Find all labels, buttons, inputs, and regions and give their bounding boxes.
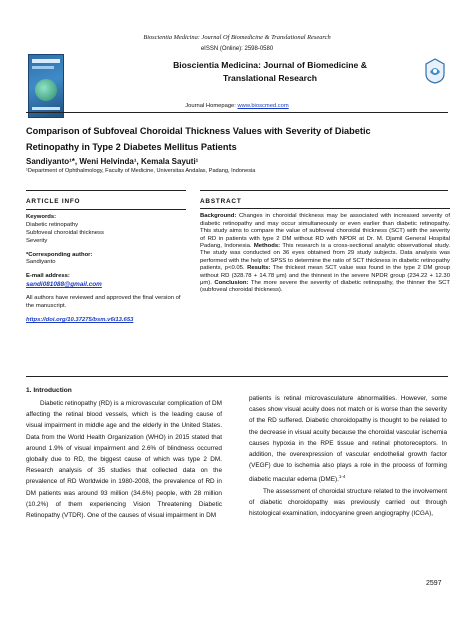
intro-paragraph: Diabetic retinopathy (RD) is a microvascular complication of DM affecting the retinal blood vessels, which is the leading cause of visual impairment in middle age and the elderly in the United States. Data from the World Health Organization (WHO) in 2015 stated that around 1.9% of visual impairment and 2.6% of blindness occurred globally due to RD, the biggest cause of which was type 2 DM. Research analysis of 35 studies that collected data on the prevalence of RD Worldwide in 1980-2008, the prevalence of RD in DM patients was around 93 million (34.6%) people, with 28 million (10.2%) of them experiencing Vision Threatening Diabetic Retinopathy (VTDR). One of the causes of visual impairment in DM (26, 400, 222, 520)
keywords-label: Keywords: (26, 213, 57, 220)
abstract (200, 196, 450, 295)
email-link[interactable]: sandi081088@gmail.com (26, 281, 102, 289)
keyword-item: Severity (26, 237, 48, 244)
corresponding-label: *Corresponding author: (26, 251, 93, 258)
intro-column-left (26, 398, 222, 521)
corresponding-name: Sandiyanto (26, 259, 56, 266)
intro-column-right (249, 393, 447, 519)
email-label: E-mail address: (26, 273, 70, 280)
publisher-logo-icon (424, 58, 446, 84)
keyword-item: Subfoveal choroidal thickness (26, 229, 104, 236)
article-info (26, 196, 186, 325)
article-info-heading: ARTICLE INFO (26, 198, 81, 205)
intro-paragraph: patients is retinal microvasculature abnormalities. However, some cases show visual acuity does not match or is worse than the severity of the RD suffered. Diabetic choroidopathy is thought to be related to the decrease in visual acuity because the choroidal vascular ischemia causes hypoxia in the RPE tissue and retinal photoreceptors. In addition, the overexpression of vascular endothelial growth factor (VEGF) due to ischemia also plays a role in the process of forming diabetic macular edema (DME).$^{1-4}$ (249, 395, 447, 484)
journal-homepage: Journal Homepage: www.bioscmed.com (185, 103, 289, 109)
keyword-item: Diabetic retinopathy (26, 221, 79, 228)
abstract-divider (200, 190, 448, 191)
authors: Sandiyanto¹*, Weni Helvinda¹, Kemala Sayuti¹ (26, 157, 199, 166)
doi-link[interactable]: https://doi.org/10.37275/bsm.v6i13.653 (26, 316, 134, 323)
intro-paragraph: The assessment of choroidal structure related to the involvement of diabetic choroidopathy was previously carried out through histological examination, indocyanine green angiography (ICGA), (249, 487, 447, 518)
page-number: 2597 (426, 580, 442, 587)
review-note: All authors have reviewed and approved the final version of the manuscript. (26, 295, 181, 310)
article-info-divider (26, 190, 186, 191)
journal-title: Bioscientia Medicina: Journal of Biomedicine & Translational Research (173, 60, 367, 83)
article-title: Comparison of Subfoveal Choroidal Thickness Values with Severity of Diabetic Retinopathy in Type 2 Diabetes Mellitus Patients (26, 126, 371, 152)
homepage-link[interactable]: www.bioscmed.com (237, 103, 289, 109)
introduction-heading: 1. Introduction (26, 387, 72, 394)
issn: eISSN (Online): 2598-0580 (200, 46, 274, 52)
abstract-body: Background: Changes in choroidal thickness may be associated with increased severity of diabetic retinopathy and may occur simultaneously or even earlier than diabetic retinopathy. This study aims to compare the value of subfoveal choroidal thickness (SCT) with the severity of RD in patients with type 2 DM without RD with NPDR at Dr. M. Djamil General Hospital Padang, Indonesia. Methods: This research is a cross-sectional analytic observational study. The study was conducted on 36 eyes obtained from 29 study subjects. Data analysis was performed with the help of SPSS to determine the ratio of SCT thickness in diabetic retinopathy patients, p<0.05. Results: The thickest mean SCT value was found in the type 2 DM group without RD (328.78 + 14.78 μm) and the thinnest in the severe NPDR group (234.22 + 12.30 μm). Conclusion: The more severe the severity of diabetic retinopathy, the thinner the SCT (subfoveal choroidal thickness). (200, 213, 450, 294)
header-divider (26, 112, 448, 113)
abstract-bottom-divider (26, 376, 448, 377)
running-header: Bioscientia Medicina: Journal Of Biomedicine & Translational Research (143, 34, 331, 41)
abstract-heading: ABSTRACT (200, 198, 242, 205)
affiliation: ¹Department of Ophthalmology, Faculty of Medicine, Universitas Andalas, Padang, Indonesia (26, 168, 256, 174)
